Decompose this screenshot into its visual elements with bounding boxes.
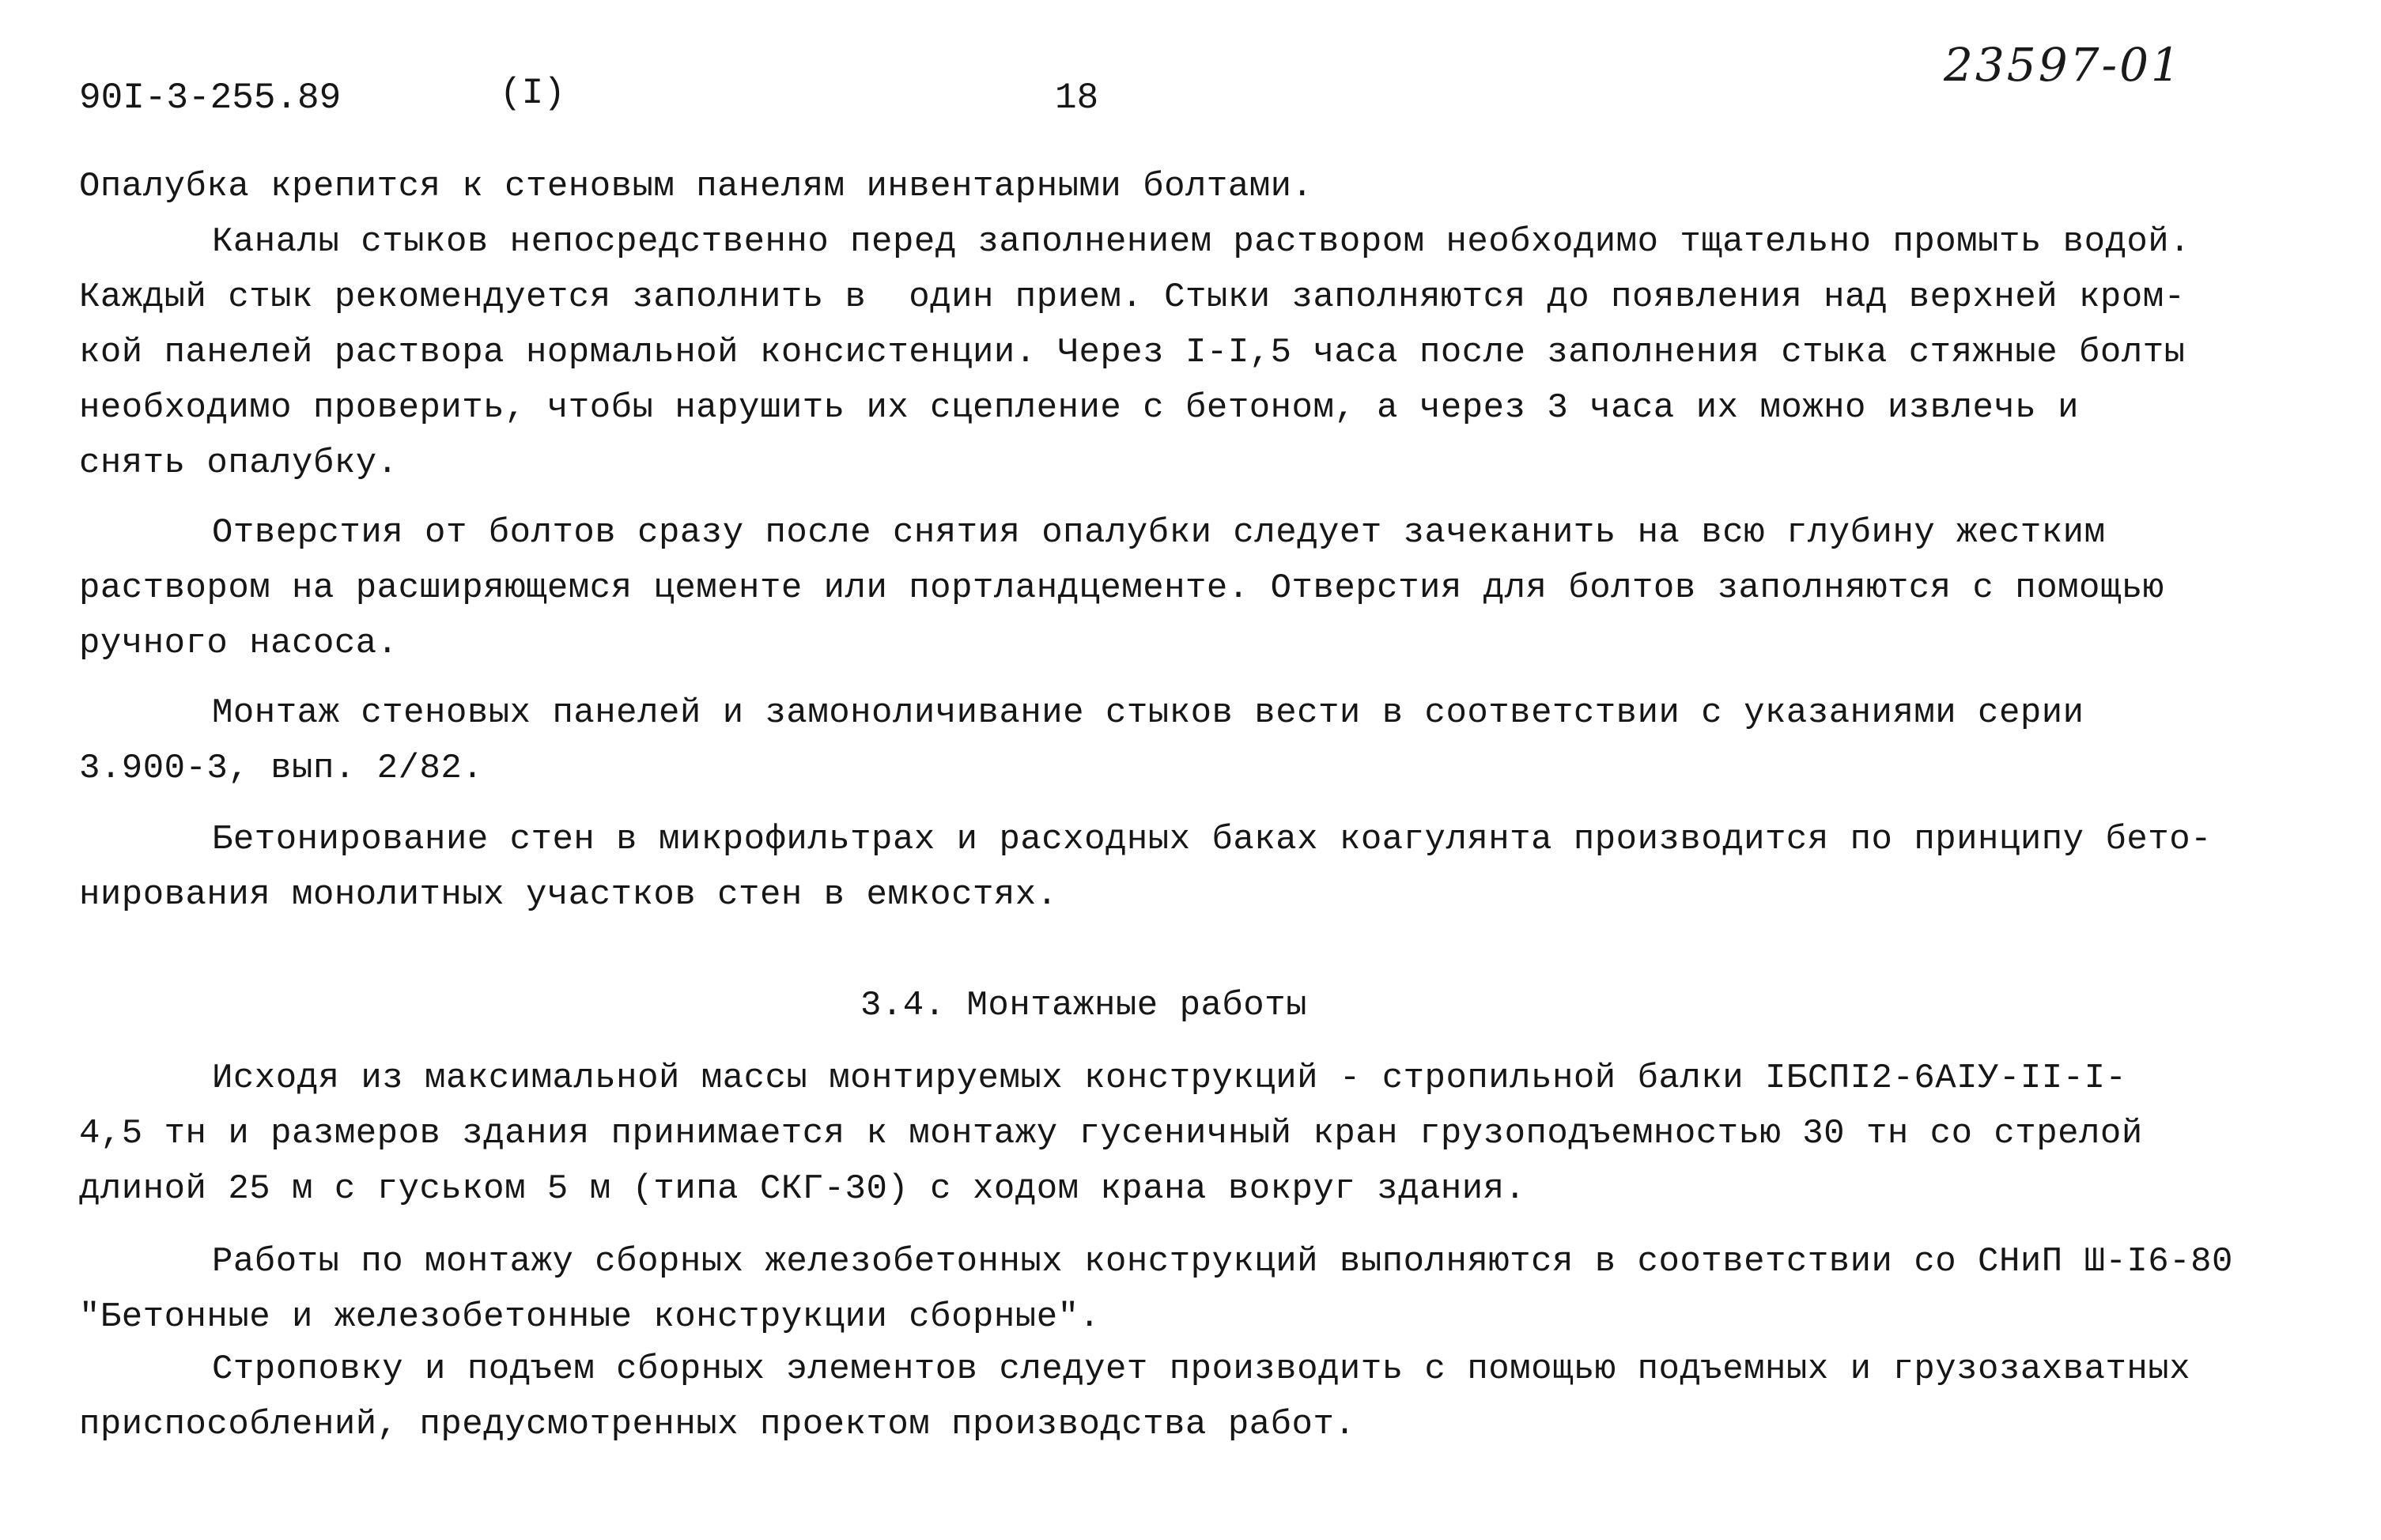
text-line: Каждый стык рекомендуется заполнить в один прием. Стыки заполняются до появления над верхней кром-: [79, 277, 2186, 317]
section-heading: 3.4. Монтажные работы: [860, 986, 1307, 1025]
text-line: Исходя из максимальной массы монтируемых конструкций - стропильной балки IБСПI2-6АIУ-II-I-: [212, 1059, 2127, 1098]
text-line: 3.900-3, вып. 2/82.: [79, 749, 484, 788]
text-line: нирования монолитных участков стен в емкостях.: [79, 875, 1058, 915]
text-line: Каналы стыков непосредственно перед заполнением раствором необходимо тщательно промыть водой.: [212, 222, 2191, 262]
handwritten-archive-number: 23597-01: [1944, 38, 2183, 92]
text-line: кой панелей раствора нормальной консистенции. Через I-I,5 часа после заполнения стыка стяжные болты: [79, 333, 2186, 372]
text-line: Опалубка крепится к стеновым панелям инвентарными болтами.: [79, 167, 1313, 206]
text-line: ручного насоса.: [79, 624, 399, 663]
text-line: раствором на расширяющемся цементе или портландцементе. Отверстия для болтов заполняются с помощью: [79, 568, 2164, 608]
text-line: длиной 25 м с гуськом 5 м (типа СКГ-30) с ходом крана вокруг здания.: [79, 1169, 1526, 1209]
text-line: приспособлений, предусмотренных проектом производства работ.: [79, 1405, 1356, 1444]
text-line: "Бетонные и железобетонные конструкции сборные".: [79, 1297, 1101, 1337]
text-line: снять опалубку.: [79, 444, 399, 483]
text-line: Отверстия от болтов сразу после снятия опалубки следует зачеканить на всю глубину жестким: [212, 513, 2106, 553]
text-line: Монтаж стеновых панелей и замоноличивание стыков вести в соответствии с указаниями серии: [212, 693, 2084, 733]
text-line: Строповку и подъем сборных элементов следует производить с помощью подъемных и грузозахватных: [212, 1349, 2191, 1389]
text-line: Работы по монтажу сборных железобетонных конструкций выполняются в соответствии со СНиП Ш-I6-80: [212, 1242, 2233, 1281]
text-line: 4,5 тн и размеров здания принимается к монтажу гусеничный кран грузоподъемностью 30 тн со стрелой: [79, 1114, 2143, 1153]
text-line: Бетонирование стен в микрофильтрах и расходных баках коагулянта производится по принципу бето-: [212, 820, 2213, 859]
doc-code: 90I-3-255.89: [79, 77, 342, 119]
part-number: (I): [500, 73, 565, 114]
text-line: необходимо проверить, чтобы нарушить их сцепление с бетоном, а через 3 часа их можно извлечь и: [79, 388, 2080, 428]
page-number: 18: [1055, 77, 1099, 119]
